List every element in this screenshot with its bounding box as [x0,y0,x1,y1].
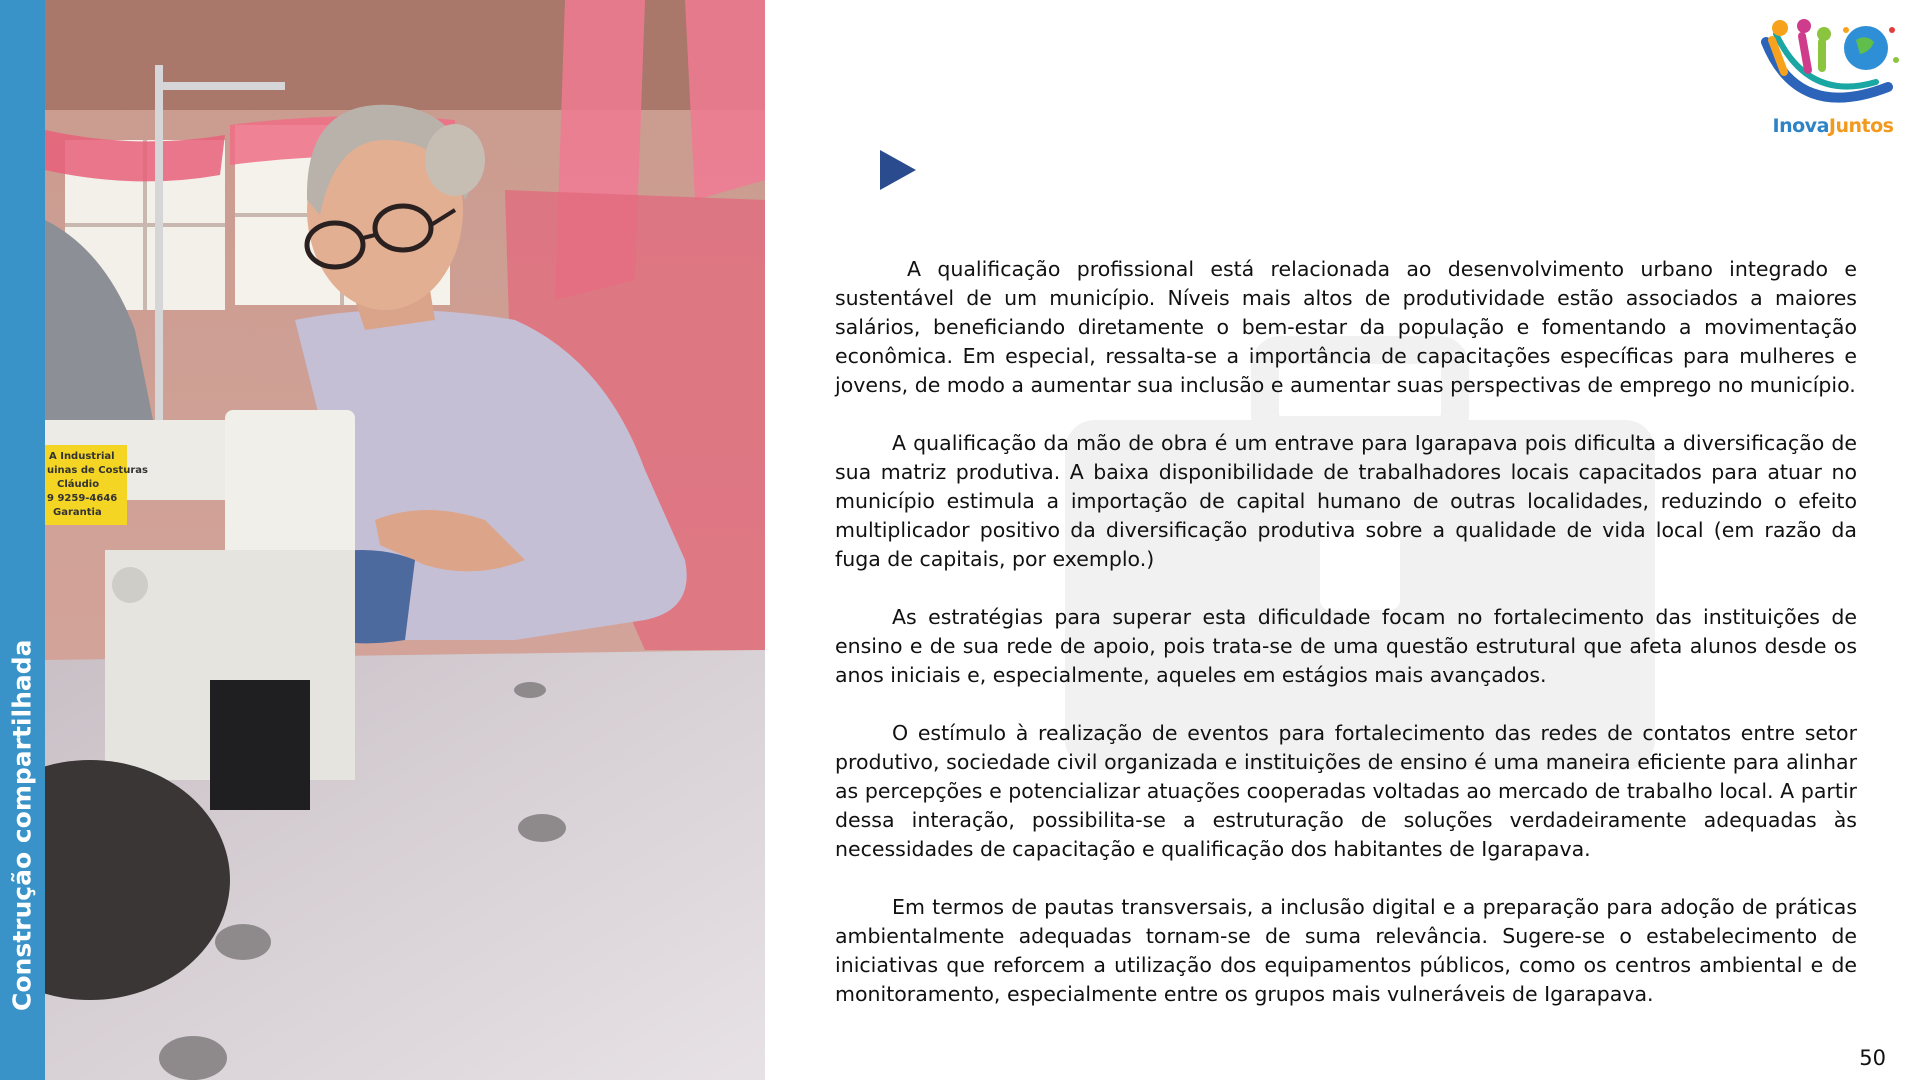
paragraph: A qualificação profissional está relacionada ao desenvolvimento urbano integrado e sustentável de um município. Níveis mais altos de produtividade estão associados a maiores salários, beneficiando diretamente o bem-estar da população e fomentando a movimentação econômica. Em especial, ressalta-se a importância de capacitações específicas para mulheres e jovens, de modo a aumentar sua inclusão e aumentar suas perspectivas de emprego no município. [835,257,1857,397]
paragraph: Em termos de pautas transversais, a inclusão digital e a preparação para adoção de práticas ambientalmente adequadas tornam-se de suma relevância. Sugere-se o estabelecimento de iniciativas que reforcem a utilização dos equipamentos públicos, como os centros ambiental e de monitoramento, especialmente entre os grupos mais vulneráveis de Igarapava. [835,895,1857,1006]
label-line: 9 9259-4646 [47,493,118,504]
body-text [835,255,1857,1038]
paragraph: As estratégias para superar esta dificuldade focam no fortalecimento das instituições de ensino e de sua rede de apoio, pois trata-se de uma questão estrutural que afeta alunos desde os anos iniciais e, especialmente, aqueles em estágios mais avançados. [835,605,1857,687]
label-line: A Industrial [49,451,115,462]
paragraph: A qualificação da mão de obra é um entrave para Igarapava pois dificulta a diversificação de sua matriz produtiva. A baixa disponibilidade de trabalhadores locais capacitados para atuar no município estimula a importação de capital humano de outras localidades, reduzindo o efeito multiplicador positivo da diversificação produtiva sobre a qualidade de vida local (em razão da fuga de capitais, por exemplo.) [835,431,1857,571]
page-number: 50 [1859,1046,1886,1070]
paragraph: O estímulo à realização de eventos para fortalecimento das redes de contatos entre setor produtivo, sociedade civil organizada e instituições de ensino é uma maneira eficiente para alinhar as percepções e potencializar atuações cooperadas voltadas ao mercado de trabalho local. A partir dessa interação, possibilita-se a estruturação de soluções verdadeiramente adequadas às necessidades de capacitação e qualificação dos habitantes de Igarapava. [835,721,1857,861]
play-arrow-icon [880,150,916,190]
label-line: Cláudio [57,479,100,490]
side-bar [0,0,45,1080]
label-line: uinas de Costuras [47,465,148,476]
logo-text: InovaJuntos [1772,115,1894,137]
section-label: Construção compartilhada [7,639,37,1011]
inovajuntos-logo [1758,12,1908,137]
sewing-photo [45,0,765,1080]
label-line: Garantia [53,507,102,518]
